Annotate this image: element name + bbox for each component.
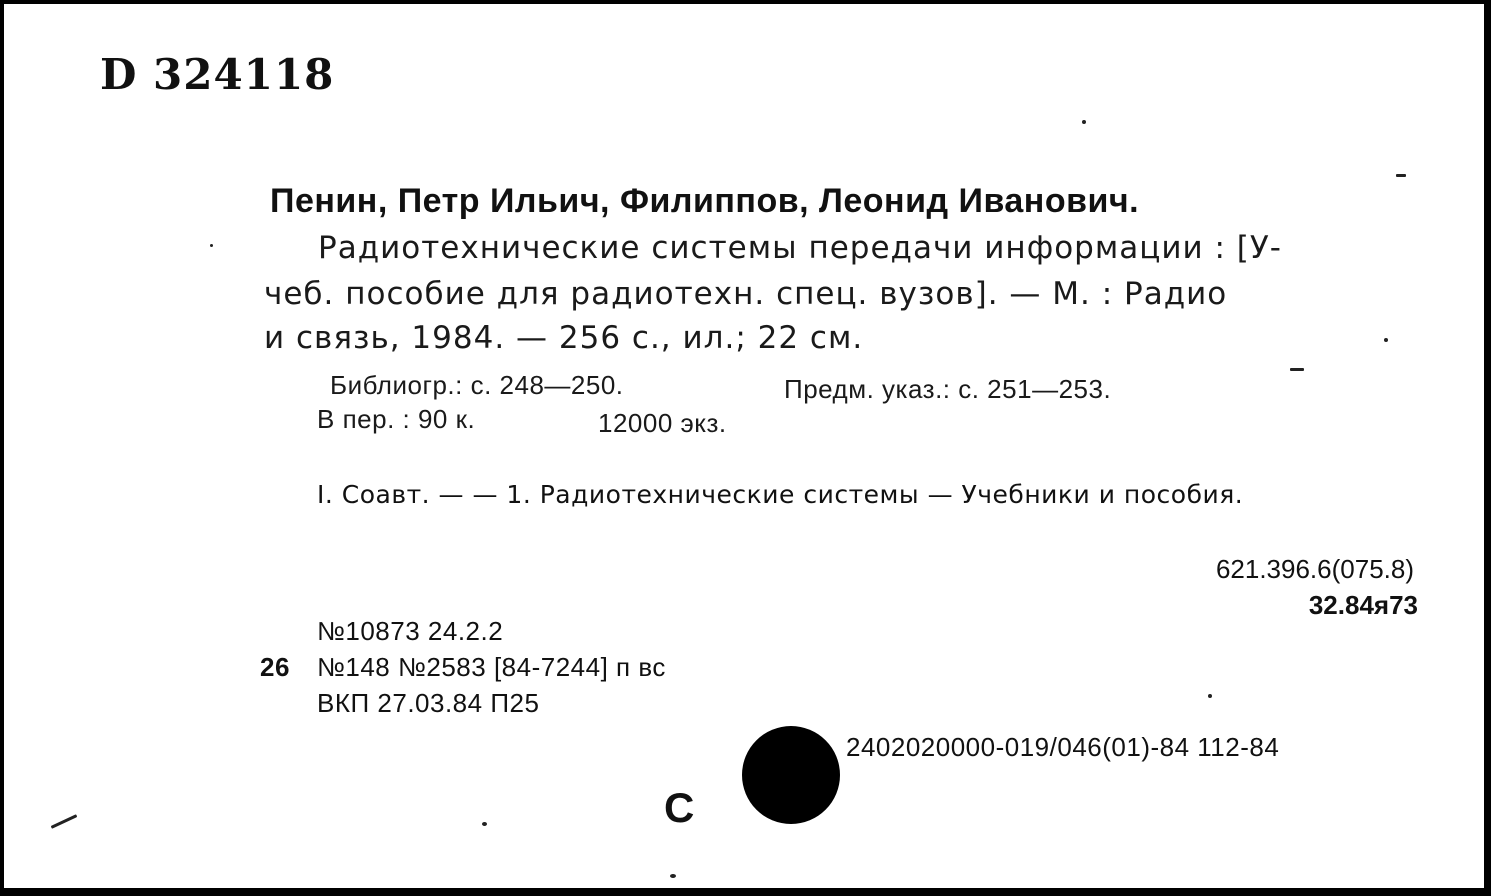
speck [210,244,213,247]
speck [1208,694,1212,698]
catalog-card [4,4,1487,888]
order-line-1: №10873 24.2.2 [317,616,504,646]
punch-hole [742,726,840,824]
title-line-2: чеб. пособие для радиотехн. спец. вузов]. — М. : Радио [264,276,1228,312]
order-line-2: №148 №2583 [84-7244] п вс [317,652,666,682]
subject-tracing: I. Соавт. — — 1. Радиотехнические системы — Учебники и пособия. [317,480,1244,509]
letter-mark: С [664,784,695,831]
title-line-1: Радиотехнические системы передачи информации : [У- [318,230,1282,266]
speck [1290,368,1304,371]
authors-heading: Пенин, Петр Ильич, Филиппов, Леонид Иванович. [270,182,1140,220]
speck [670,874,676,878]
pencil-mark [51,814,78,829]
speck [1082,120,1086,124]
bbk-code: 32.84я73 [1308,590,1418,620]
bibliography-note: Библиогр.: с. 248—250. [330,370,624,400]
order-prefix: 26 [260,652,290,682]
udc-code: 621.396.6(075.8) [1215,554,1414,584]
subject-index-note: Предм. указ.: с. 251—253. [784,374,1112,404]
speck [1396,174,1406,177]
title-line-3: и связь, 1984. — 256 с., ил.; 22 см. [264,320,864,356]
order-line-3: ВКП 27.03.84 П25 [317,688,540,718]
copies-note: 12000 экз. [598,408,727,438]
speck [1384,338,1388,342]
price-note: В пер. : 90 к. [317,404,476,434]
inventory-number: D 324118 [100,50,335,99]
speck [482,822,487,826]
isbn-code: 2402020000-019/046(01)-84 112-84 [846,732,1280,762]
